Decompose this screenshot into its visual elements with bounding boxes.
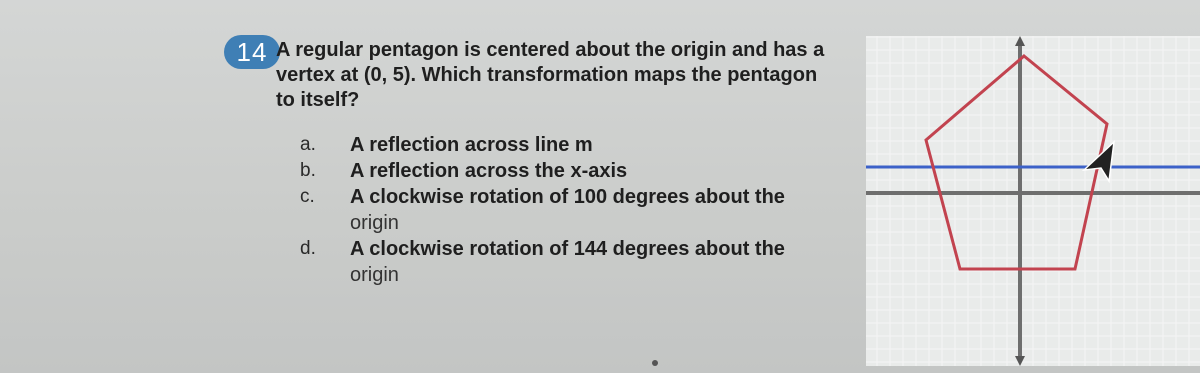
choice-a[interactable] bbox=[300, 134, 860, 160]
question-stem-line-3: to itself? bbox=[276, 89, 360, 111]
choice-a-letter: a. bbox=[300, 134, 316, 155]
choice-b-text: A reflection across the x-axis bbox=[350, 160, 628, 182]
question-number-badge: 14 bbox=[224, 35, 280, 69]
choice-c[interactable] bbox=[300, 186, 860, 238]
graph-grid bbox=[866, 36, 1200, 366]
choice-d-letter: d. bbox=[300, 238, 316, 259]
answer-choices bbox=[300, 134, 860, 290]
question-stem-line-1: A regular pentagon is centered about the origin and has a bbox=[276, 39, 825, 61]
stray-dot bbox=[652, 360, 658, 366]
choice-b-letter: b. bbox=[300, 160, 316, 181]
choice-c-continuation: origin bbox=[350, 212, 399, 234]
choice-c-letter: c. bbox=[300, 186, 315, 207]
choice-d-continuation: origin bbox=[350, 264, 399, 286]
choice-c-text: A clockwise rotation of 100 degrees about the bbox=[350, 186, 785, 208]
question-stem bbox=[276, 38, 876, 113]
choice-a-text: A reflection across line m bbox=[350, 134, 593, 156]
choice-b[interactable] bbox=[300, 160, 860, 186]
choice-d[interactable] bbox=[300, 238, 860, 290]
question-stem-line-2: vertex at (0, 5). Which transformation maps the pentagon bbox=[276, 64, 818, 86]
coordinate-graph bbox=[866, 36, 1200, 366]
choice-d-text: A clockwise rotation of 144 degrees about the bbox=[350, 238, 785, 260]
